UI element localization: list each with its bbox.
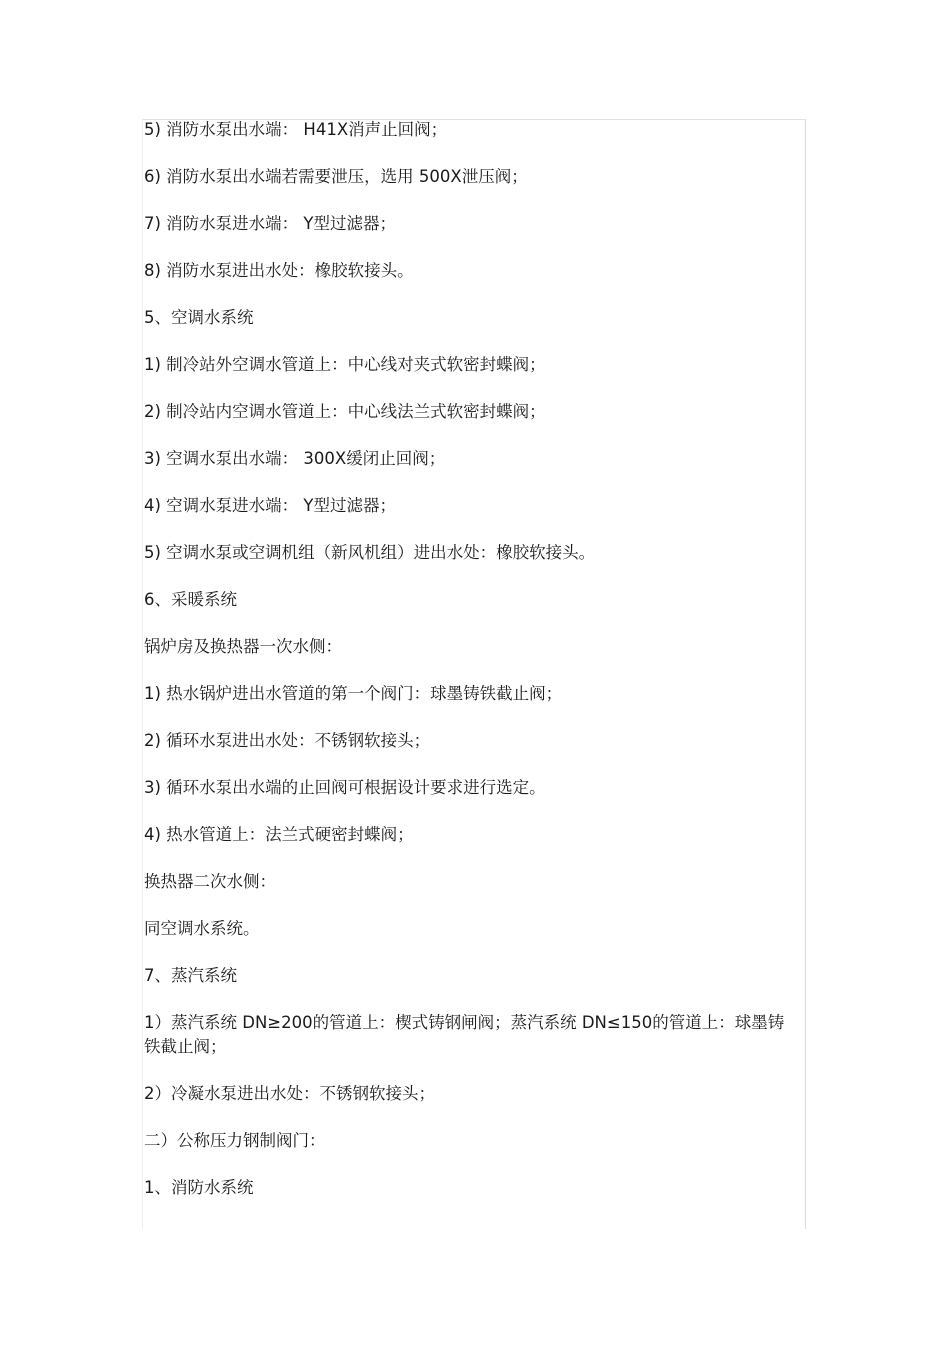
paragraph-circulation-pump-check-valve: 3) 循环水泵出水端的止回阀可根据设计要求进行选定。 — [144, 778, 546, 797]
paragraph-condensate-pump-joint: 2）冷凝水泵进出水处：不锈钢软接头； — [144, 1084, 435, 1103]
paragraph-fire-pump-outlet-check-valve: 5) 消防水泵出水端： H41X消声止回阀； — [144, 120, 448, 139]
heading-fire-water-system: 1、消防水系统 — [144, 1178, 254, 1197]
paragraph-steam-valves: 1）蒸汽系统 DN≥200的管道上：楔式铸钢闸阀；蒸汽系统 DN≤150的管道上：球墨铸铁截止阀； — [144, 1013, 785, 1056]
paragraph-hot-water-butterfly-valve: 4) 热水管道上：法兰式硬密封蝶阀； — [144, 825, 414, 844]
subheading-exchanger-secondary-side: 换热器二次水侧： — [144, 872, 276, 891]
heading-steam-system: 7、蒸汽系统 — [144, 966, 237, 985]
paragraph-same-as-ac: 同空调水系统。 — [144, 919, 260, 938]
paragraph-circulation-pump-joint: 2) 循环水泵进出水处：不锈钢软接头； — [144, 731, 431, 750]
paragraph-ac-flexible-joint: 5) 空调水泵或空调机组（新风机组）进出水处：橡胶软接头。 — [144, 543, 596, 562]
paragraph-ac-outside-butterfly-valve: 1) 制冷站外空调水管道上：中心线对夹式软密封蝶阀； — [144, 355, 546, 374]
subheading-boiler-primary-side: 锅炉房及换热器一次水侧： — [144, 637, 342, 656]
heading-steel-valves: 二）公称压力钢制阀门： — [144, 1131, 326, 1150]
paragraph-boiler-globe-valve: 1) 热水锅炉进出水管道的第一个阀门：球墨铸铁截止阀； — [144, 684, 563, 703]
paragraph-fire-pump-flexible-joint: 8) 消防水泵进出水处：橡胶软接头。 — [144, 261, 414, 280]
paragraph-ac-inside-butterfly-valve: 2) 制冷站内空调水管道上：中心线法兰式软密封蝶阀； — [144, 402, 546, 421]
paragraph-fire-pump-inlet-filter: 7) 消防水泵进水端： Y型过滤器； — [144, 214, 397, 233]
heading-ac-water-system: 5、空调水系统 — [144, 308, 254, 327]
paragraph-ac-pump-outlet-check-valve: 3) 空调水泵出水端： 300X缓闭止回阀； — [144, 449, 446, 468]
paragraph-ac-pump-inlet-filter: 4) 空调水泵进水端： Y型过滤器； — [144, 496, 397, 515]
heading-heating-system: 6、采暖系统 — [144, 590, 237, 609]
document-body — [144, 118, 794, 1223]
paragraph-fire-pump-relief-valve: 6) 消防水泵出水端若需要泄压，选用 500X泄压阀； — [144, 167, 528, 186]
